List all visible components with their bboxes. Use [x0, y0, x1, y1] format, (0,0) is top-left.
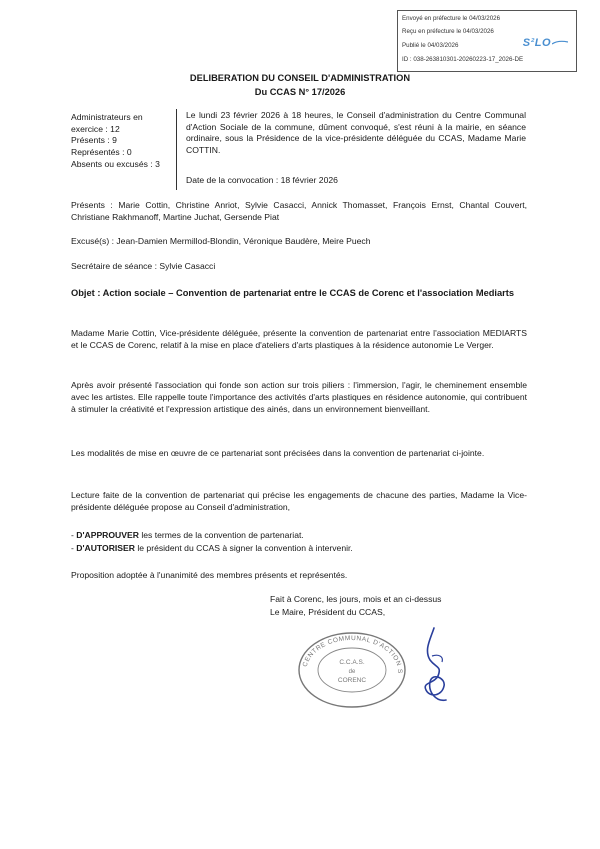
decision-dash: - — [71, 530, 77, 540]
body-paragraph-2: Après avoir présenté l'association qui fonde son action sur trois piliers : l'immersion, l'agir, le cheminement ensemble avec les artistes. Elle rappelle toute l'importance des activités d'arts plastiques en résidence autonomie, qui contribuent à stimuler la créativité et l'expression artistique des ainés, dans un environnement bienveillant. — [71, 380, 527, 414]
intro-paragraph: Le lundi 23 février 2026 à 18 heures, le Conseil d'administration du Centre Communal d'Action Sociale de la commune, dûment convoqué, s'est réuni à la mairie, en séance ordinaire, sous la Présidence de la vice-présidente déléguée du CCAS, Madame Marie COTTIN. — [186, 110, 526, 155]
count-line: Absents ou excusés : 3 — [71, 158, 160, 169]
decision-approve — [71, 530, 527, 542]
adoption-statement: Proposition adoptée à l'unanimité des membres présents et représentés. — [71, 570, 348, 580]
decision-authorize-text: le président du CCAS à signer la convention à intervenir. — [134, 543, 353, 553]
decision-approve-text: les termes de la convention de partenariat. — [138, 530, 304, 540]
count-line: Présents : 9 — [71, 135, 117, 146]
body-paragraph-1: Madame Marie Cottin, Vice-présidente déléguée, présente la convention de partenariat entre l'association MEDIARTS et le CCAS de Corenc, relatif à la mise en place d'ateliers d'arts plastiques à la résidence autonomie Le Verger. — [71, 328, 527, 350]
stamp-received-date: Reçu en préfecture le 04/03/2026 — [402, 28, 494, 35]
signature-place-line: Fait à Corenc, les jours, mois et an ci-dessus — [270, 594, 442, 604]
convocation-date: Date de la convocation : 18 février 2026 — [186, 175, 338, 185]
administrators-counts — [71, 112, 171, 170]
deliberation-subject: Objet : Action sociale – Convention de partenariat entre le CCAS de Corenc et l'association Mediarts — [71, 288, 515, 298]
count-line: Représentés : 0 — [71, 147, 132, 158]
svg-text:CENTRE COMMUNAL D'ACTION SOCIA — [296, 630, 403, 674]
body-paragraph-3: Les modalités de mise en œuvre de ce partenariat sont précisées dans la convention de partenariat ci-jointe. — [71, 448, 485, 458]
presents-list: Présents : Marie Cottin, Christine Anriot, Sylvie Casacci, Annick Thomasset, François Ernst, Chantal Couvert, Christiane Rakhmanoff, Martine Juchat, Gersende Piat — [71, 200, 527, 222]
stamp-id: ID : 038-263810301-20260223-17_2026-DE — [402, 56, 524, 63]
slo-logo: S²LO — [523, 37, 568, 49]
ccas-seal — [296, 630, 408, 715]
document-subtitle: Du CCAS N° 17/2026 — [254, 87, 346, 97]
stamp-published-date: Publié le 04/03/2026 — [402, 42, 459, 49]
column-divider — [176, 109, 177, 190]
decision-approve-verb: D'APPROUVER — [76, 530, 139, 540]
document-title: DELIBERATION DU CONSEIL D'ADMINISTRATION — [189, 73, 411, 83]
decision-authorize-verb: D'AUTORISER — [76, 543, 135, 553]
secretary: Secrétaire de séance : Sylvie Casacci — [71, 261, 216, 271]
excuses-list: Excusé(s) : Jean-Damien Mermillod-Blondin, Véronique Baudère, Meire Puech — [71, 236, 371, 246]
stamp-sent-date: Envoyé en préfecture le 04/03/2026 — [402, 15, 501, 22]
count-line: exercice : 12 — [71, 123, 120, 134]
seal-center-line-3: CORENC — [337, 677, 367, 684]
seal-ring-text: CENTRE COMMUNAL D'ACTION S — [301, 634, 404, 674]
prefecture-stamp — [397, 10, 577, 72]
decision-authorize — [71, 543, 527, 555]
count-line: Administrateurs en — [71, 112, 143, 122]
body-paragraph-4: Lecture faite de la convention de partenariat qui précise les engagements de chacune des parties, Madame la Vice-présidente déléguée propose au Conseil d'administration, — [71, 490, 527, 512]
seal-center-line-2: de — [348, 669, 356, 675]
seal-center-line-1: C.C.A.S. — [339, 659, 365, 666]
decision-dash: - — [71, 543, 77, 553]
handwritten-signature — [412, 626, 452, 711]
signature-title-line: Le Maire, Président du CCAS, — [270, 607, 386, 617]
